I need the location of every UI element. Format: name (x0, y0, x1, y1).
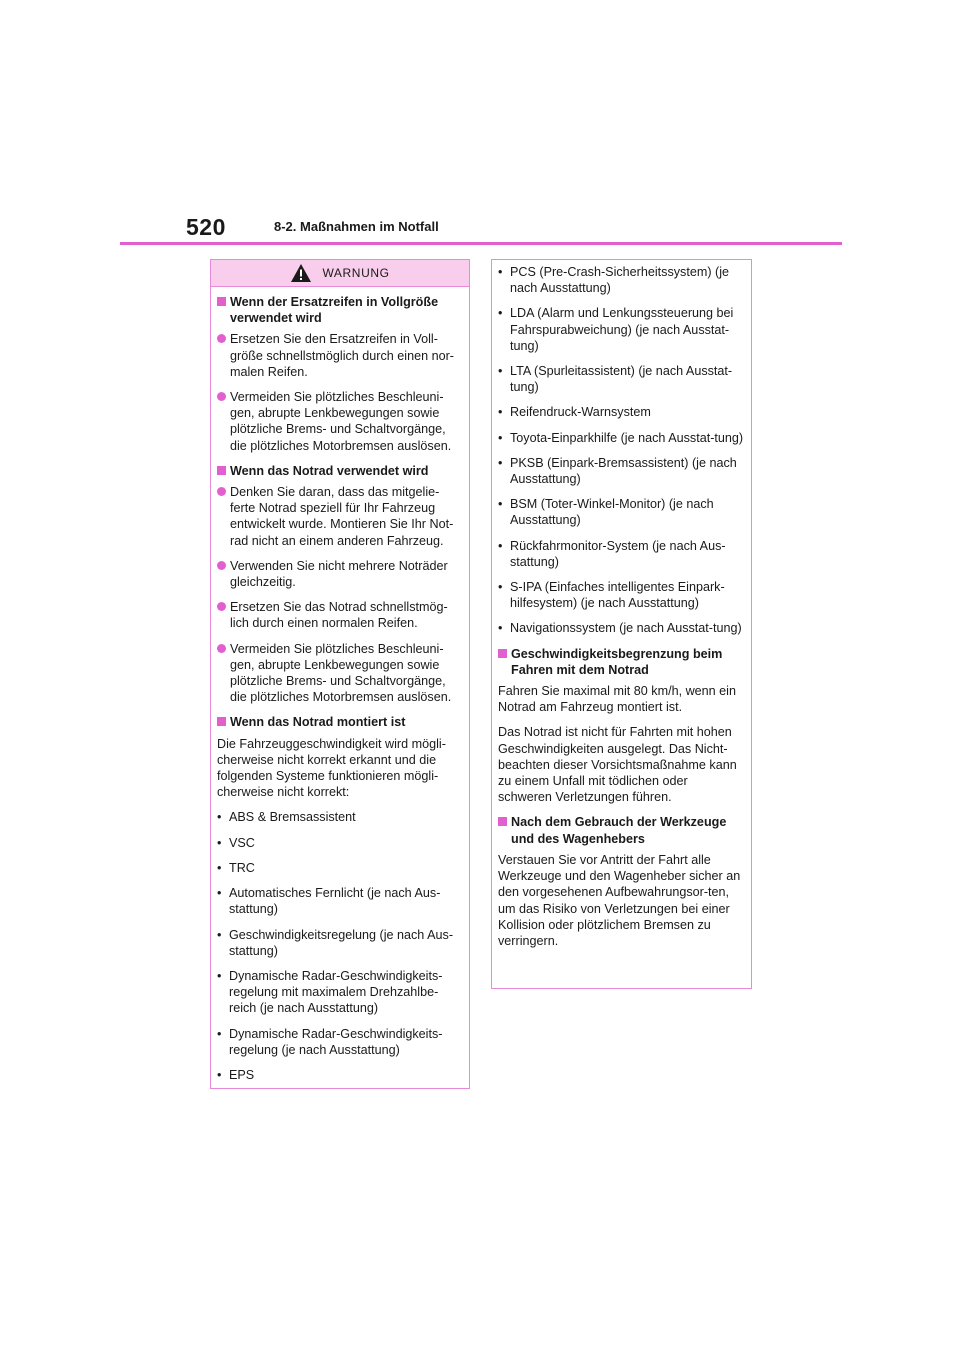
list-item-text: Ersetzen Sie das Notrad schnellstmög-lich durch einen normalen Reifen. (230, 600, 448, 631)
system-name: S-IPA (Einfaches intelligentes Einpark-hilfesystem) (je nach Ausstattung) (510, 580, 725, 611)
header-rule (120, 242, 842, 245)
system-list-item (217, 885, 463, 917)
bullet-mark: • (217, 886, 222, 901)
heading-text: Nach dem Gebrauch der Werkzeuge und des Wagenhebers (511, 815, 727, 846)
list-item-text: Verwenden Sie nicht mehrere Noträder gleichzeitig. (230, 558, 448, 590)
list-item-text: Ersetzen Sie den Ersatzreifen in Voll-größe schnellstmöglich durch einen nor-malen Reifen. (230, 332, 455, 379)
warning-continuation-box (491, 259, 752, 989)
section-heading (498, 646, 745, 678)
warning-continuation-content (492, 260, 751, 949)
circle-bullet-icon (217, 334, 226, 343)
system-list-item (498, 538, 745, 570)
list-item-text: Vermeiden Sie plötzliches Beschleuni-gen, abrupte Lenkbewegungen sowie plötzliche Brems- und Schaltvorgänge, die plötzliches Motorbremsen auslösen. (230, 390, 452, 453)
bullet-mark: • (498, 497, 503, 512)
section-heading (217, 294, 463, 326)
square-bullet-icon (217, 297, 226, 306)
system-list-item (217, 809, 463, 825)
page-number: 520 (186, 214, 226, 240)
bullet-mark: • (217, 835, 222, 850)
list-item-text: Denken Sie daran, dass das mitgelie-ferte Notrad speziell für Ihr Fahrzeug entwickelt wurde. Montieren Sie Ihr Not-rad nicht an einem anderen Fahrzeug. (230, 485, 454, 548)
bullet-mark: • (217, 810, 222, 825)
system-name: Dynamische Radar-Geschwindigkeits-regelung (je nach Ausstattung) (229, 1026, 443, 1057)
list-item-text: Vermeiden Sie plötzliches Beschleuni-gen, abrupte Lenkbewegungen sowie plötzliche Brems- und Schaltvorgänge, die plötzliches Motorbremsen auslösen. (230, 641, 452, 705)
warning-title: WARNUNG (322, 265, 390, 280)
system-name: Geschwindigkeitsregelung (je nach Aus-stattung) (229, 927, 454, 958)
system-list-item (498, 496, 745, 528)
system-name: Automatisches Fernlicht (je nach Aus-stattung) (229, 886, 441, 917)
system-name: Toyota-Einparkhilfe (je nach Ausstat-tung) (510, 430, 744, 445)
system-name: PCS (Pre-Crash-Sicherheitssystem) (je nach Ausstattung) (510, 265, 730, 296)
bullet-mark: • (217, 860, 222, 875)
system-name: TRC (229, 860, 255, 875)
bullet-mark: • (498, 538, 503, 553)
system-list-item (498, 430, 745, 446)
system-list-item (498, 455, 745, 487)
heading-text: Wenn das Notrad montiert ist (230, 715, 406, 730)
bullet-mark: • (217, 968, 222, 983)
system-name: BSM (Toter-Winkel-Monitor) (je nach Ausstattung) (510, 497, 714, 528)
system-list-item (498, 363, 745, 395)
list-item (217, 641, 463, 706)
circle-bullet-icon (217, 392, 226, 401)
bullet-mark: • (217, 1067, 222, 1082)
section-heading (217, 714, 463, 730)
system-list-item (217, 927, 463, 959)
warning-header (211, 260, 469, 287)
system-list-item (498, 264, 745, 296)
list-item (217, 599, 463, 631)
system-name: LDA (Alarm und Lenkungssteuerung bei Fahrspurabweichung) (je nach Ausstat-tung) (510, 306, 734, 353)
bullet-mark: • (498, 265, 503, 279)
list-item (217, 331, 463, 380)
system-list-item (498, 404, 745, 420)
square-bullet-icon (498, 817, 507, 826)
list-item (217, 558, 463, 590)
heading-text: Geschwindigkeitsbegrenzung beim Fahren mit dem Notrad (511, 646, 723, 677)
heading-text: Wenn das Notrad verwendet wird (230, 463, 429, 478)
system-name: PKSB (Einpark-Bremsassistent) (je nach Ausstattung) (510, 455, 737, 487)
bullet-mark: • (498, 430, 503, 445)
warning-triangle-icon (290, 263, 312, 283)
bullet-mark: • (498, 580, 503, 595)
system-name: LTA (Spurleitassistent) (je nach Ausstat-tung) (510, 364, 733, 395)
system-list-item (217, 968, 463, 1017)
system-list-item (498, 579, 745, 611)
section-heading (498, 814, 745, 846)
system-list-item (217, 860, 463, 876)
bullet-mark: • (498, 306, 503, 321)
system-name: EPS (229, 1067, 255, 1082)
bullet-mark: • (498, 621, 503, 636)
section-heading (217, 463, 463, 479)
system-list-item (498, 620, 745, 636)
list-item (217, 389, 463, 454)
system-name: ABS & Bremsassistent (229, 810, 356, 825)
bullet-mark: • (217, 927, 222, 942)
system-name: VSC (229, 835, 255, 850)
circle-bullet-icon (217, 561, 226, 570)
circle-bullet-icon (217, 644, 226, 653)
warning-box (210, 259, 470, 1089)
system-list-item (498, 305, 745, 354)
circle-bullet-icon (217, 487, 226, 496)
system-list-item (217, 1067, 463, 1083)
bullet-mark: • (498, 364, 503, 379)
square-bullet-icon (217, 717, 226, 726)
paragraph: Die Fahrzeuggeschwindigkeit wird mögli-cherweise nicht korrekt erkannt und die folgenden Systeme funktionieren mögli-cherweise nicht korrekt: (217, 736, 446, 800)
paragraph: Das Notrad ist nicht für Fahrten mit hohen Geschwindigkeiten ausgelegt. Das Nicht-beachten dieser Vorsichtsmaßnahme kann zu einem Unfall mit tödlichen oder schweren Verletzungen führen. (498, 725, 737, 805)
section-title: 8-2. Maßnahmen im Notfall (274, 219, 439, 234)
circle-bullet-icon (217, 602, 226, 611)
system-name: Reifendruck-Warnsystem (510, 405, 651, 420)
system-name: Navigationssystem (je nach Ausstat-tung) (510, 621, 742, 636)
paragraph: Fahren Sie maximal mit 80 km/h, wenn ein Notrad am Fahrzeug montiert ist. (498, 684, 736, 715)
square-bullet-icon (217, 466, 226, 475)
heading-text: Wenn der Ersatzreifen in Vollgröße verwendet wird (230, 295, 439, 326)
bullet-mark: • (217, 1026, 222, 1041)
paragraph: Verstauen Sie vor Antritt der Fahrt alle Werkzeuge und den Wagenheber sicher an den vorgesehenen Aufbewahrungsor-ten, um das Risiko von Verletzungen bei einer Kollision oder plötzlichem Bremsen zu verringern. (498, 852, 741, 948)
square-bullet-icon (498, 649, 507, 658)
list-item (217, 484, 463, 549)
warning-content (211, 287, 469, 1083)
bullet-mark: • (498, 455, 503, 470)
system-name: Dynamische Radar-Geschwindigkeits-regelung mit maximalem Drehzahlbe-reich (je nach Ausstattung) (229, 968, 443, 1016)
system-list-item (217, 1026, 463, 1058)
system-name: Rückfahrmonitor-System (je nach Aus-stattung) (510, 538, 726, 569)
bullet-mark: • (498, 405, 503, 420)
system-list-item (217, 835, 463, 851)
